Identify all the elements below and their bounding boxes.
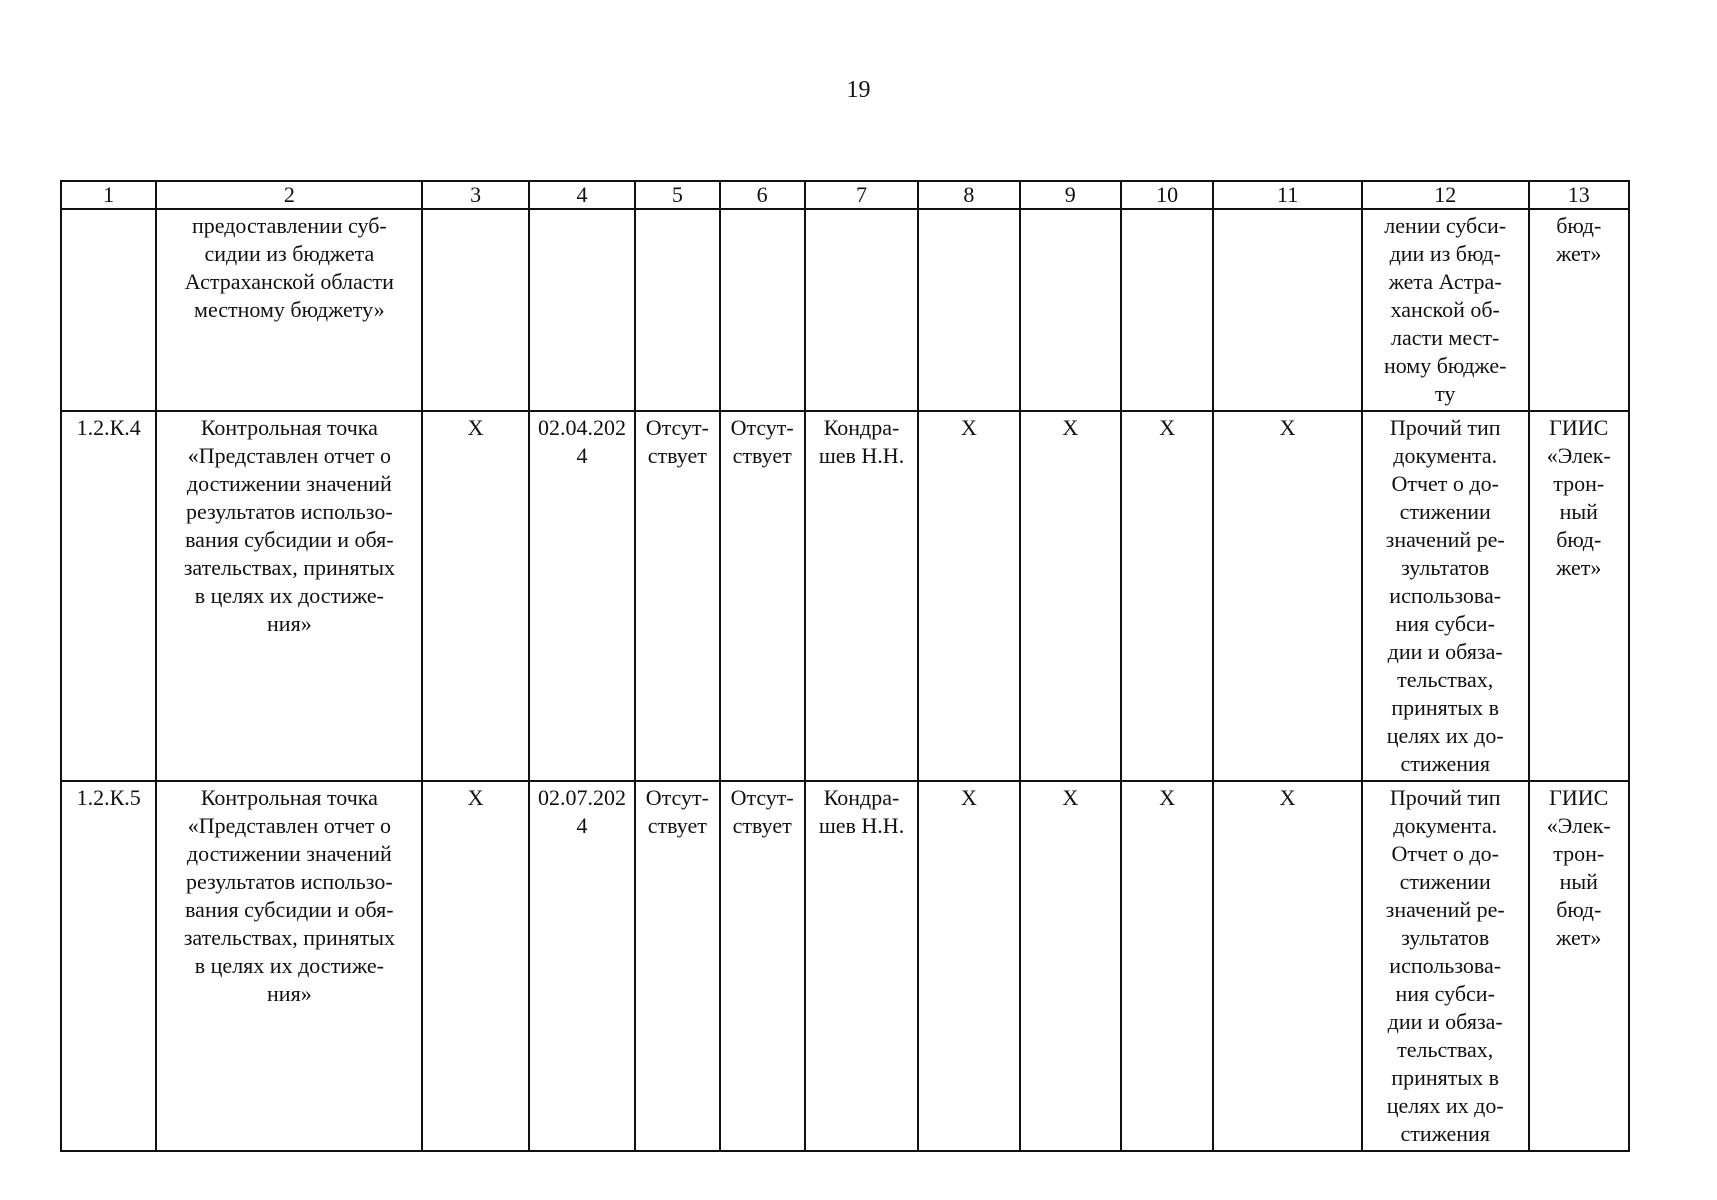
row-number-cell <box>61 411 156 781</box>
date-cell <box>529 411 635 781</box>
row-number-cell <box>61 209 156 411</box>
control-points-table <box>60 180 1630 1152</box>
responsible-cell <box>805 781 918 1151</box>
table-cell <box>1020 781 1121 1151</box>
table-cell <box>1121 411 1213 781</box>
cell-text: бюд- жет» <box>1556 213 1602 266</box>
cell-text: X <box>1062 415 1079 440</box>
header-row <box>61 181 1629 209</box>
cell-text: X <box>467 415 484 440</box>
table-cell <box>1213 781 1362 1151</box>
document-type-cell <box>1362 411 1529 781</box>
column-header: 4 <box>529 181 635 209</box>
cell-text: Кондра- шев Н.Н. <box>818 785 905 838</box>
cell-text: Отсут- ствует <box>645 785 709 838</box>
responsible-cell <box>805 209 918 411</box>
document-type-cell <box>1362 781 1529 1151</box>
date-cell <box>529 209 635 411</box>
table-cell <box>720 209 805 411</box>
cell-text: Прочий тип документа. Отчет о до- стижении значений ре- зультатов использова- ния субси- дии и обяза- тельствах, принятых в целях их до- стижения <box>1385 785 1505 1146</box>
table-cell <box>1020 209 1121 411</box>
cell-text: Контрольная точка «Представлен отчет о достижении значений результатов использо- вания субсидии и обя- зательствах, принятых в целях их достиже- ния» <box>183 785 396 1006</box>
cell-text: 02.04.2024 <box>537 415 626 468</box>
table-row <box>61 209 1629 411</box>
table-cell <box>635 209 719 411</box>
column-header: 1 <box>61 181 156 209</box>
table-cell <box>1121 781 1213 1151</box>
system-cell <box>1529 411 1629 781</box>
description-cell <box>156 209 422 411</box>
table-cell <box>1213 411 1362 781</box>
table-row <box>61 781 1629 1151</box>
column-header: 5 <box>635 181 719 209</box>
column-header: 13 <box>1529 181 1629 209</box>
table-row <box>61 411 1629 781</box>
table-cell <box>422 781 528 1151</box>
cell-text: X <box>467 785 484 810</box>
row-number-cell <box>61 781 156 1151</box>
cell-text: 1.2.К.5 <box>76 785 141 810</box>
cell-text: ГИИС «Элек- трон- ный бюд- жет» <box>1546 785 1611 950</box>
cell-text: Отсут- ствует <box>730 415 794 468</box>
table-cell <box>918 209 1019 411</box>
table-cell <box>918 411 1019 781</box>
cell-text: лении субси- дии из бюд- жета Астра- ханской об- ласти мест- ному бюдже- ту <box>1383 213 1507 406</box>
table-cell <box>720 411 805 781</box>
cell-text: Кондра- шев Н.Н. <box>818 415 905 468</box>
cell-text: X <box>960 785 977 810</box>
column-header: 7 <box>805 181 918 209</box>
description-cell <box>156 781 422 1151</box>
cell-text: ГИИС «Элек- трон- ный бюд- жет» <box>1546 415 1611 580</box>
cell-text: X <box>1062 785 1079 810</box>
date-cell <box>529 781 635 1151</box>
system-cell <box>1529 781 1629 1151</box>
table-cell <box>1121 209 1213 411</box>
column-header: 12 <box>1362 181 1529 209</box>
cell-text: 02.07.2024 <box>537 785 626 838</box>
column-header: 10 <box>1121 181 1213 209</box>
cell-text: Контрольная точка «Представлен отчет о достижении значений результатов использо- вания субсидии и обя- зательствах, принятых в целях их достиже- ния» <box>183 415 396 636</box>
page-number: 19 <box>846 77 871 103</box>
column-header: 6 <box>720 181 805 209</box>
cell-text: Отсут- ствует <box>645 415 709 468</box>
cell-text: Прочий тип документа. Отчет о до- стижении значений ре- зультатов использова- ния субси- дии и обяза- тельствах, принятых в целях их до- стижения <box>1385 415 1505 776</box>
table-cell <box>635 781 719 1151</box>
cell-text: X <box>1159 785 1176 810</box>
column-header: 8 <box>918 181 1019 209</box>
description-cell <box>156 411 422 781</box>
cell-text: 1.2.К.4 <box>76 415 141 440</box>
table-cell <box>1020 411 1121 781</box>
cell-text: предоставлении суб- сидии из бюджета Астраханской области местному бюджету» <box>184 213 394 322</box>
column-header: 3 <box>422 181 528 209</box>
column-header: 11 <box>1213 181 1362 209</box>
cell-text: X <box>1279 785 1296 810</box>
cell-text: X <box>960 415 977 440</box>
column-header: 2 <box>156 181 422 209</box>
table-cell <box>720 781 805 1151</box>
table-cell <box>1213 209 1362 411</box>
cell-text: X <box>1159 415 1176 440</box>
table-cell <box>422 411 528 781</box>
document-type-cell <box>1362 209 1529 411</box>
table-cell <box>918 781 1019 1151</box>
table-cell <box>635 411 719 781</box>
cell-text: Отсут- ствует <box>730 785 794 838</box>
cell-text: X <box>1279 415 1296 440</box>
column-header: 9 <box>1020 181 1121 209</box>
responsible-cell <box>805 411 918 781</box>
table-cell <box>422 209 528 411</box>
system-cell <box>1529 209 1629 411</box>
